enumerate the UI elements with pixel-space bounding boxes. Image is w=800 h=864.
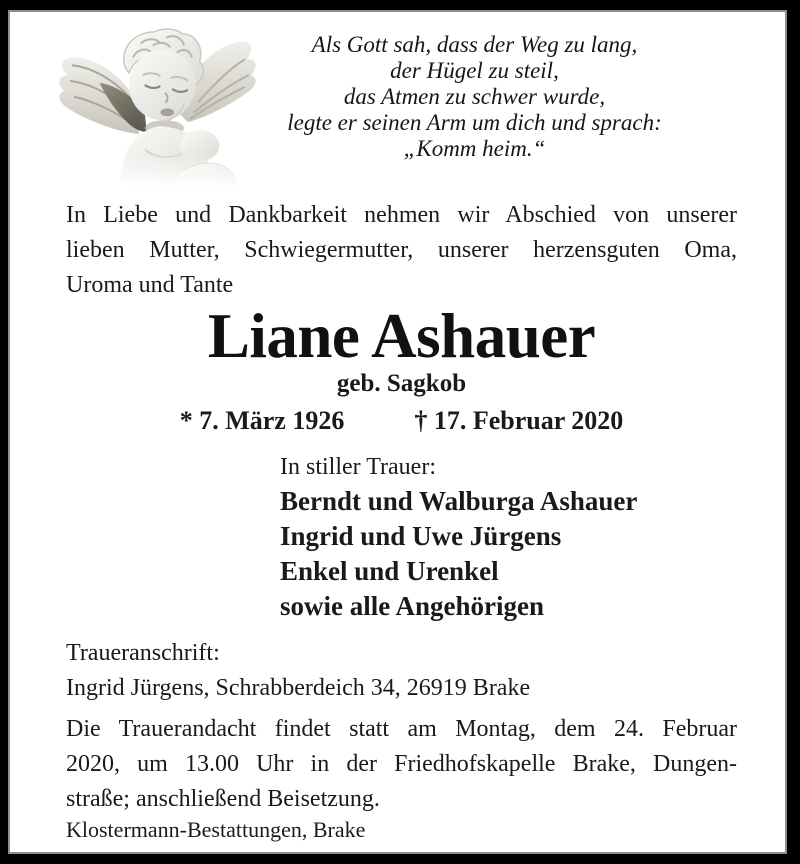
text-line: Die Trauerandacht findet statt am Montag, dem 24. Februar <box>66 716 737 742</box>
mourning-section <box>280 451 737 624</box>
life-dates <box>66 405 737 437</box>
mourners-list <box>280 484 737 624</box>
text-line: das Atmen zu schwer wurde, <box>343 84 606 109</box>
address-section <box>66 636 737 706</box>
birth-date: * 7. März 1926 <box>179 406 345 435</box>
header-row <box>66 24 737 186</box>
maiden-name: geb. Sagkob <box>336 370 467 397</box>
deceased-name: Liane Ashauer <box>207 301 596 371</box>
cherub-angel-statue-image <box>50 24 246 186</box>
text-line: der Hügel zu steil, <box>390 58 559 83</box>
obituary-card <box>8 10 787 854</box>
text-line: „Komm heim.“ <box>403 136 546 161</box>
text-line: Enkel und Urenkel <box>280 556 499 586</box>
text-line: legte er seinen Arm um dich und sprach: <box>287 110 662 135</box>
text-line: In Liebe und Dankbarkeit nehmen wir Abschied von unserer <box>66 202 737 228</box>
text-line: Berndt und Walburga Ashauer <box>280 486 638 516</box>
mourning-label: In stiller Trauer: <box>280 454 436 480</box>
funeral-home-line: Klostermann-Bestattungen, Brake <box>66 817 366 842</box>
intro-paragraph <box>66 198 737 303</box>
text-line: Ingrid und Uwe Jürgens <box>280 521 562 551</box>
text-line: Als Gott sah, dass der Weg zu lang, <box>311 32 638 57</box>
text-line: lieben Mutter, Schwiegermutter, unserer herzensguten Oma, <box>66 237 737 263</box>
address-line: Ingrid Jürgens, Schrabberdeich 34, 26919 Brake <box>66 675 531 701</box>
service-paragraph <box>66 712 737 817</box>
text-line: 2020, um 13.00 Uhr in der Friedhofskapelle Brake, Dungen- <box>66 751 737 777</box>
text-line: straße; anschließend Beisetzung. <box>66 786 380 812</box>
text-line: sowie alle Angehörigen <box>280 591 544 621</box>
address-label: Traueranschrift: <box>66 640 220 666</box>
death-date: † 17. Februar 2020 <box>414 406 624 435</box>
text-line: Uroma und Tante <box>66 272 234 298</box>
memorial-poem <box>246 32 737 162</box>
